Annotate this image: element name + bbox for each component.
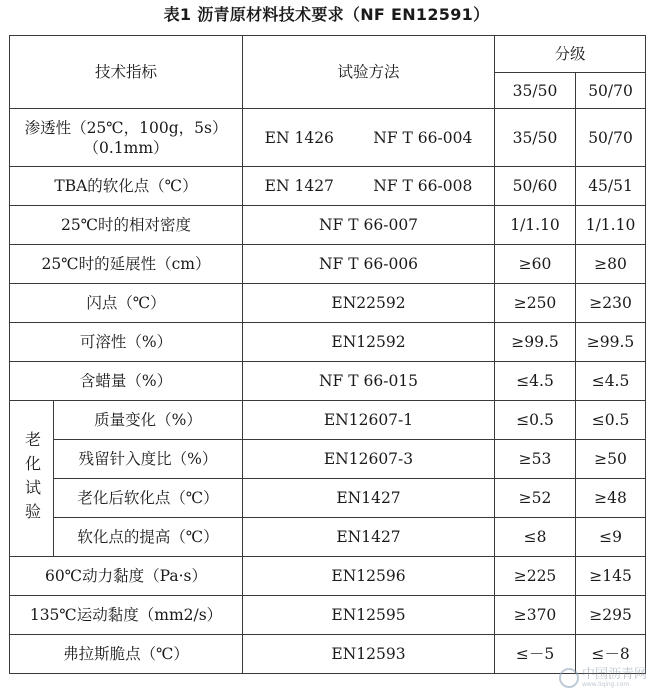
method-cell: EN12607-1: [243, 401, 495, 440]
method-cell: NF T 66-007: [243, 206, 495, 245]
value-cell: 50/70: [576, 109, 646, 167]
aging-test-group-label: 老化试验: [10, 401, 54, 557]
value-cell: ≥52: [495, 479, 576, 518]
indicator-cell: 残留针入度比（%）: [54, 440, 243, 479]
value-cell: ≥53: [495, 440, 576, 479]
method-cell: EN12593: [243, 635, 495, 674]
value-cell: ≥250: [495, 284, 576, 323]
indicator-cell: 25℃时的延展性（cm）: [10, 245, 243, 284]
indicator-line: 渗透性（25℃，100g，5s）: [24, 118, 228, 137]
table-row: [10, 206, 646, 245]
value-cell: ≤－5: [495, 635, 576, 674]
table-row: [10, 245, 646, 284]
method-cell: EN12592: [243, 323, 495, 362]
value-cell: ≤0.5: [495, 401, 576, 440]
indicator-cell: 135℃运动黏度（mm2/s）: [10, 596, 243, 635]
value-cell: ≤4.5: [576, 362, 646, 401]
header-grade: 分级: [495, 36, 646, 73]
value-cell: ≤8: [495, 518, 576, 557]
indicator-cell: 老化后软化点（℃）: [54, 479, 243, 518]
indicator-cell: 软化点的提高（℃）: [54, 518, 243, 557]
header-grade-50-70: 50/70: [576, 73, 646, 109]
indicator-line: （0.1mm）: [83, 138, 169, 157]
method-code: NF T 66-008: [373, 177, 473, 195]
method-cell: EN12595: [243, 596, 495, 635]
method-code: NF T 66-004: [373, 128, 473, 147]
method-cell: EN1427: [243, 518, 495, 557]
table-row: [10, 557, 646, 596]
value-cell: ≥60: [495, 245, 576, 284]
table-row: [10, 167, 646, 206]
table-row: [10, 401, 646, 440]
indicator-cell: [10, 109, 243, 167]
value-cell: ≤0.5: [576, 401, 646, 440]
value-cell: 50/60: [495, 167, 576, 206]
value-cell: 1/1.10: [576, 206, 646, 245]
value-cell: ≥145: [576, 557, 646, 596]
table-row: [10, 362, 646, 401]
header-row: [10, 36, 646, 73]
value-cell: 1/1.10: [495, 206, 576, 245]
value-cell: 45/51: [576, 167, 646, 206]
indicator-cell: 闪点（℃）: [10, 284, 243, 323]
value-cell: ≤9: [576, 518, 646, 557]
method-cell: EN12596: [243, 557, 495, 596]
indicator-cell: TBA的软化点（℃）: [10, 167, 243, 206]
value-cell: ≥370: [495, 596, 576, 635]
header-grade-35-50: 35/50: [495, 73, 576, 109]
header-method: 试验方法: [243, 36, 495, 109]
value-cell: ≥230: [576, 284, 646, 323]
method-cell: [243, 109, 495, 167]
indicator-cell: 弗拉斯脆点（℃）: [10, 635, 243, 674]
value-cell: 35/50: [495, 109, 576, 167]
watermark-url: www.liqing.com: [581, 681, 630, 688]
value-cell: ≤－8: [576, 635, 646, 674]
table-row: [10, 284, 646, 323]
value-cell: ≥99.5: [495, 323, 576, 362]
method-cell: EN1427: [243, 479, 495, 518]
table-row: [10, 440, 646, 479]
table-row: [10, 596, 646, 635]
method-cell: [243, 167, 495, 206]
method-code: EN 1426: [264, 128, 334, 147]
value-cell: ≥225: [495, 557, 576, 596]
indicator-cell: 25℃时的相对密度: [10, 206, 243, 245]
indicator-cell: 含蜡量（%）: [10, 362, 243, 401]
value-cell: ≥99.5: [576, 323, 646, 362]
header-indicator: 技术指标: [10, 36, 243, 109]
value-cell: ≥50: [576, 440, 646, 479]
value-cell: ≥295: [576, 596, 646, 635]
method-cell: EN22592: [243, 284, 495, 323]
method-code: EN 1427: [264, 177, 334, 195]
table-row: [10, 635, 646, 674]
table-row: [10, 323, 646, 362]
value-cell: ≥80: [576, 245, 646, 284]
indicator-cell: 质量变化（%）: [54, 401, 243, 440]
asphalt-spec-table: [9, 35, 646, 674]
table-caption: 表1 沥青原材料技术要求（NF EN12591）: [163, 5, 490, 24]
method-cell: EN12607-3: [243, 440, 495, 479]
value-cell: ≥48: [576, 479, 646, 518]
table-row: [10, 109, 646, 167]
indicator-cell: 60℃动力黏度（Pa·s）: [10, 557, 243, 596]
table-row: [10, 518, 646, 557]
method-cell: NF T 66-015: [243, 362, 495, 401]
method-cell: NF T 66-006: [243, 245, 495, 284]
table-row: [10, 479, 646, 518]
indicator-cell: 可溶性（%）: [10, 323, 243, 362]
value-cell: ≤4.5: [495, 362, 576, 401]
watermark-text: 中国沥青网: [581, 667, 647, 682]
